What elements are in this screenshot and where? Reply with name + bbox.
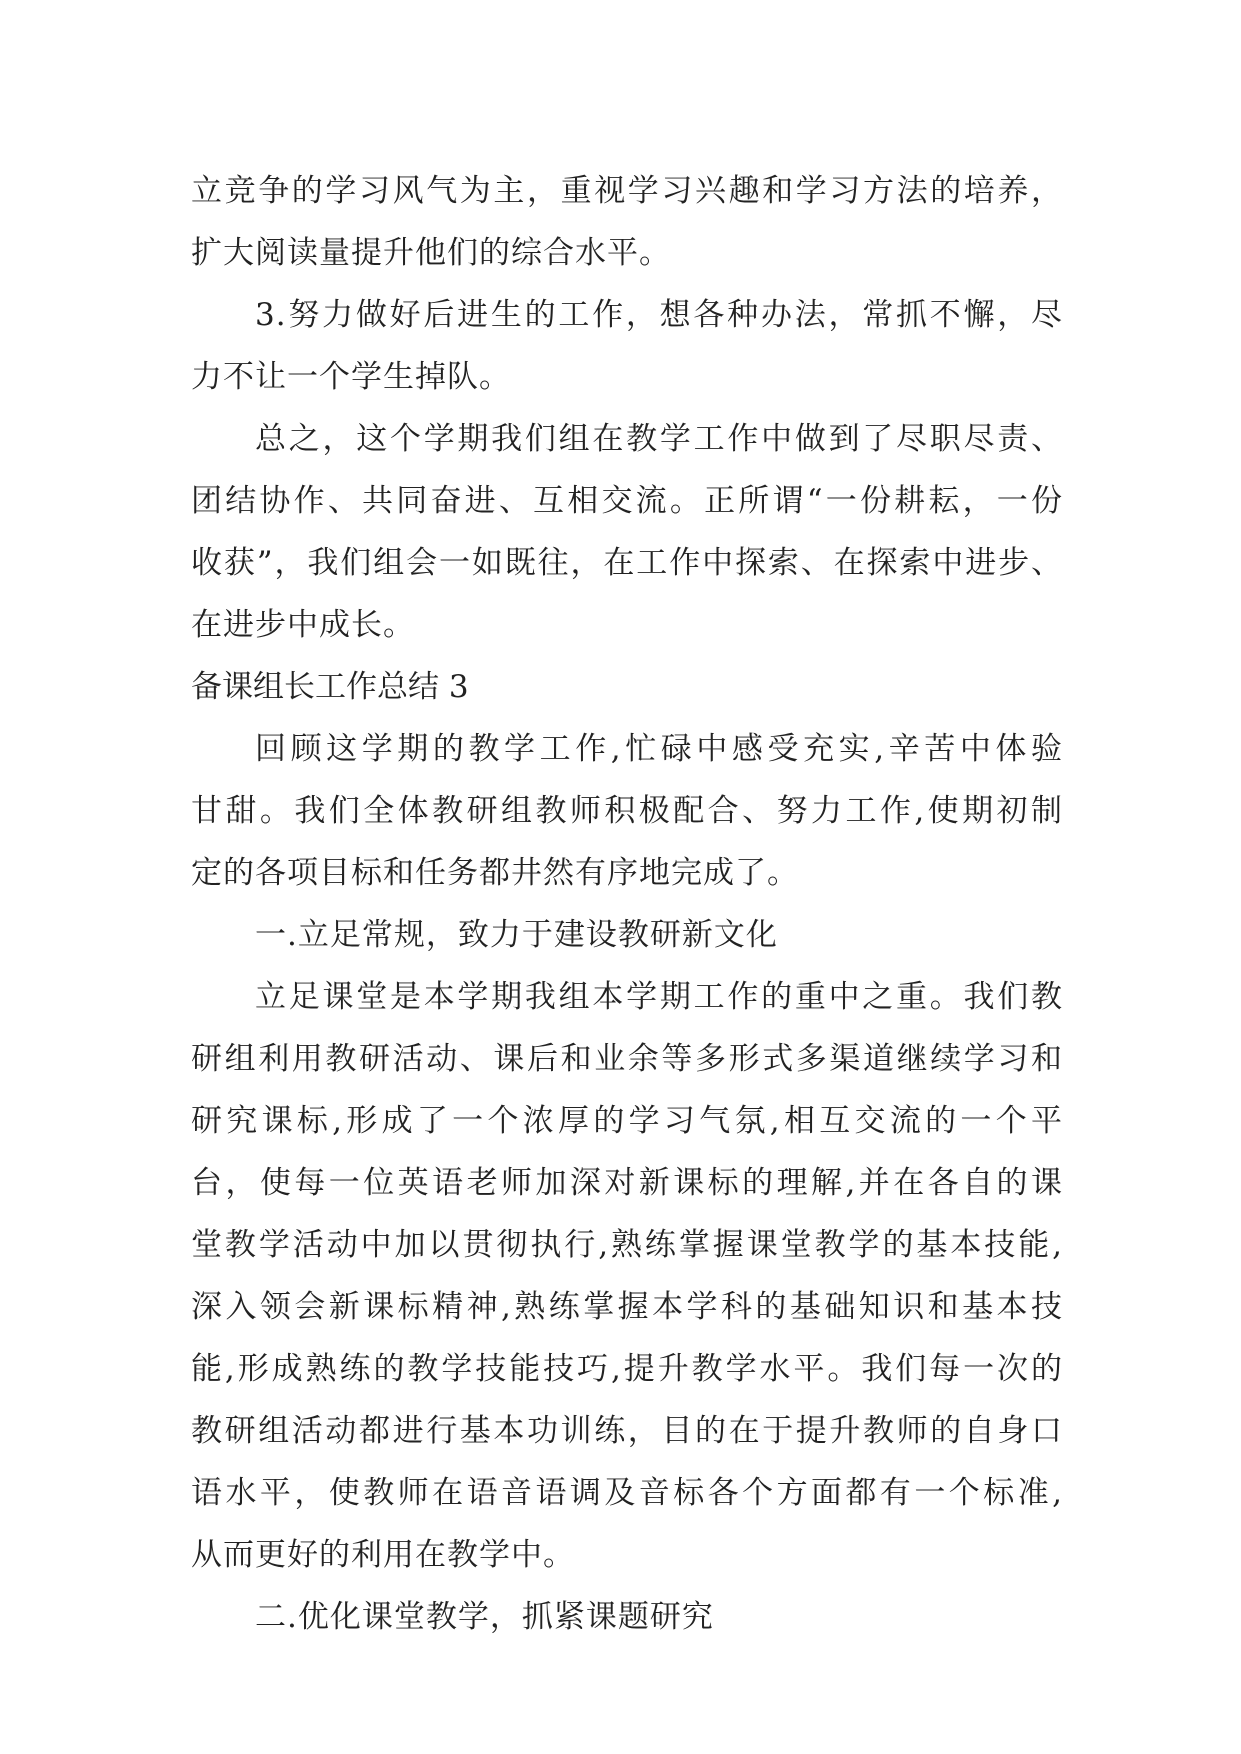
subsection-heading: 二.优化课堂教学，抓紧课题研究 <box>255 1599 714 1635</box>
text-line: 立竞争的学习风气为主，重视学习兴趣和学习方法的培养， <box>191 173 1063 209</box>
document-body <box>191 160 1063 1648</box>
text-line: 研究课标,形成了一个浓厚的学习气氛,相互交流的一个平 <box>191 1103 1063 1139</box>
text-line: 教研组活动都进行基本功训练，目的在于提升教师的自身口 <box>191 1413 1063 1449</box>
text-line: 语水平，使教师在语音语调及音标各个方面都有一个标准, <box>191 1475 1063 1511</box>
text-line: 甘甜。我们全体教研组教师积极配合、努力工作,使期初制 <box>191 793 1063 829</box>
text-line: 堂教学活动中加以贯彻执行,熟练掌握课堂教学的基本技能, <box>191 1227 1063 1263</box>
text-line: 3.努力做好后进生的工作，想各种办法，常抓不懈，尽 <box>255 297 1063 333</box>
text-line: 回顾这学期的教学工作,忙碌中感受充实,辛苦中体验 <box>255 731 1063 767</box>
text-line: 定的各项目标和任务都井然有序地完成了。 <box>191 855 799 891</box>
text-line: 深入领会新课标精神,熟练掌握本学科的基础知识和基本技 <box>191 1289 1063 1325</box>
text-line: 能,形成熟练的教学技能技巧,提升教学水平。我们每一次的 <box>191 1351 1063 1387</box>
text-line: 总之，这个学期我们组在教学工作中做到了尽职尽责、 <box>255 421 1063 457</box>
text-line: 在进步中成长。 <box>191 607 415 643</box>
text-line: 收获”，我们组会一如既往，在工作中探索、在探索中进步、 <box>191 545 1063 581</box>
text-line: 力不让一个学生掉队。 <box>191 359 511 395</box>
section-title: 备课组长工作总结 3 <box>191 669 469 705</box>
text-line: 团结协作、共同奋进、互相交流。正所谓“一份耕耘，一份 <box>191 483 1063 519</box>
text-line: 扩大阅读量提升他们的综合水平。 <box>191 235 671 271</box>
text-line: 台，使每一位英语老师加深对新课标的理解,并在各自的课 <box>191 1165 1063 1201</box>
text-line: 从而更好的利用在教学中。 <box>191 1537 575 1573</box>
subsection-heading: 一.立足常规，致力于建设教研新文化 <box>255 917 778 953</box>
text-line: 立足课堂是本学期我组本学期工作的重中之重。我们教 <box>255 979 1063 1015</box>
text-line: 研组利用教研活动、课后和业余等多形式多渠道继续学习和 <box>191 1041 1063 1077</box>
